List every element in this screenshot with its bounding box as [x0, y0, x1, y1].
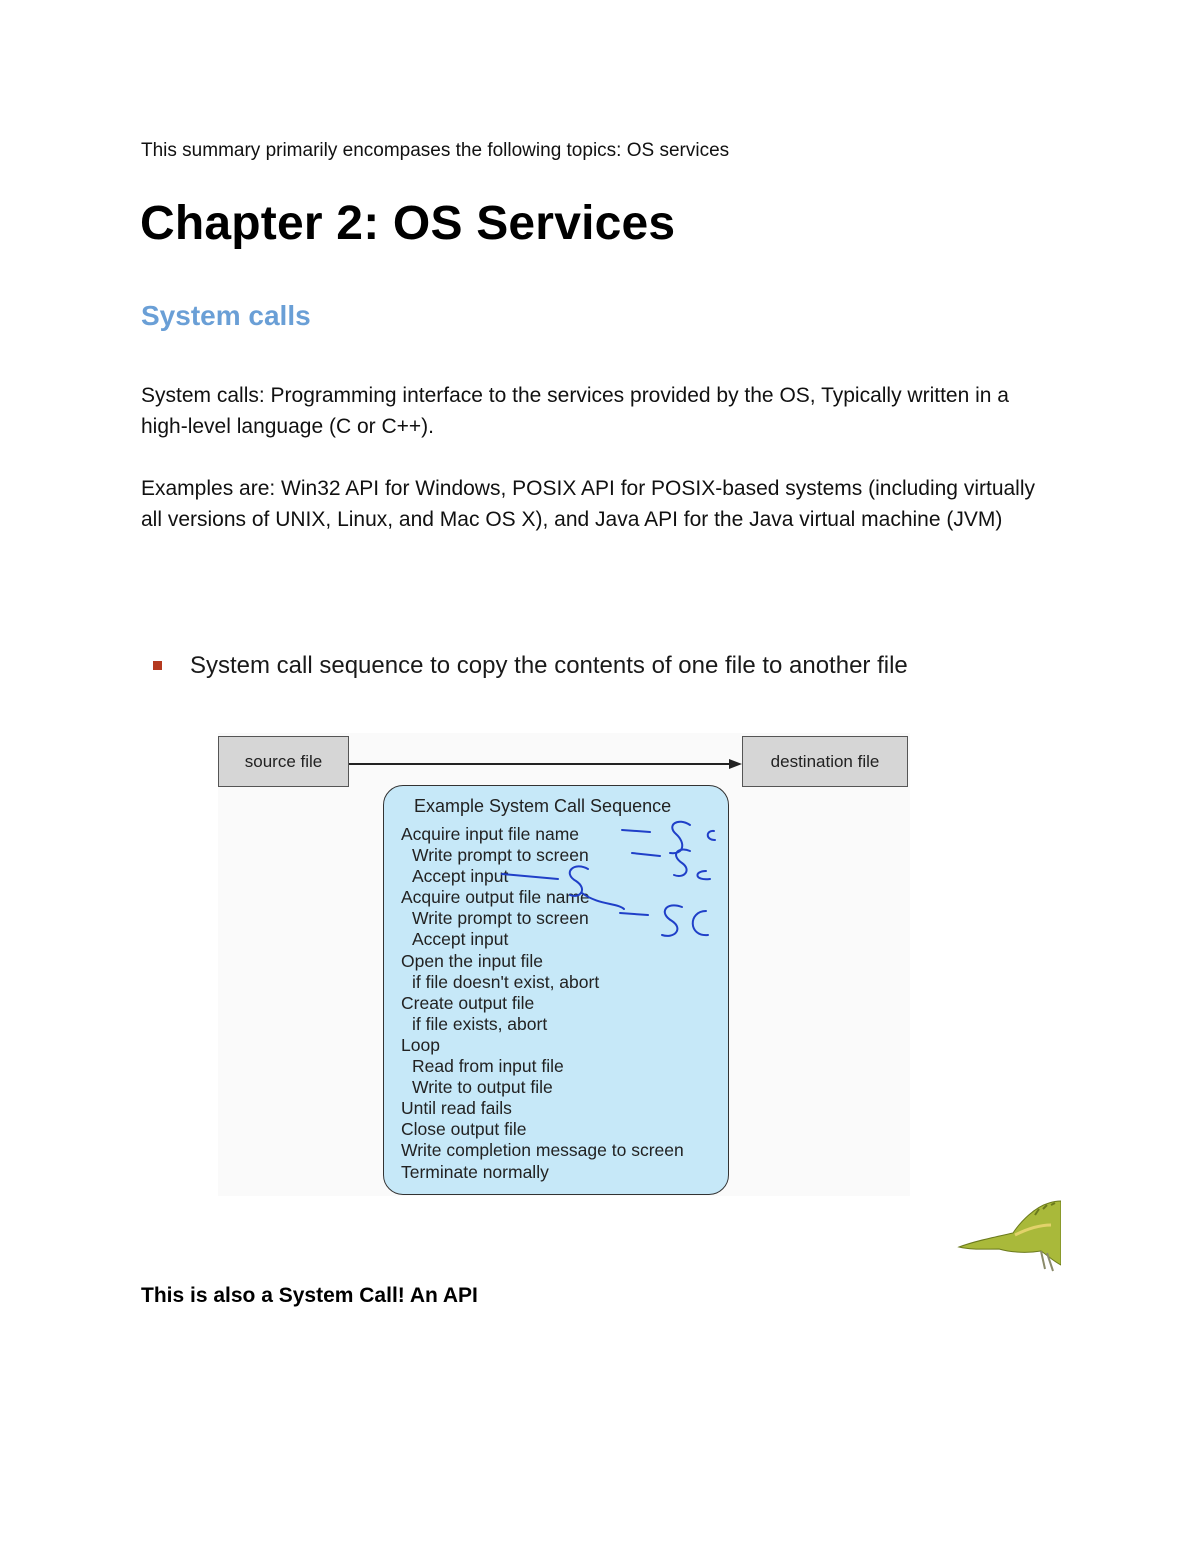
sequence-step: Close output file	[401, 1119, 527, 1140]
sequence-step: Write prompt to screen	[412, 845, 589, 866]
sequence-step: if file doesn't exist, abort	[412, 971, 600, 992]
sequence-step: Write prompt to screen	[412, 908, 589, 929]
sequence-step: Open the input file	[401, 950, 544, 971]
system-call-sequence-figure	[218, 733, 910, 1196]
sequence-step: Acquire input file name	[401, 824, 580, 844]
section-title: System calls	[141, 300, 311, 331]
dinosaur-mascot-icon	[955, 1195, 1061, 1275]
sequence-step: Accept input	[412, 866, 509, 887]
figure-heading: System call sequence to copy the contents of one file to another file	[190, 652, 908, 679]
paragraph-examples: Examples are: Win32 API for Windows, POSIX API for POSIX-based systems (including virtually all versions of UNIX, Linux, and Mac OS X), and Java API for the Java virtual machine (JVM)	[141, 477, 1036, 531]
sequence-step: Terminate normally	[401, 1161, 549, 1182]
closing-statement: This is also a System Call! An API	[141, 1284, 478, 1307]
handwritten-sc-annotations	[218, 733, 910, 1196]
sequence-step: Until read fails	[401, 1098, 512, 1119]
sequence-step: Read from input file	[412, 1056, 564, 1077]
sequence-step: Write to output file	[412, 1077, 553, 1098]
sequence-title: Example System Call Sequence	[414, 796, 672, 816]
sequence-step: Loop	[401, 1034, 440, 1055]
sequence-step: if file exists, abort	[412, 1013, 548, 1034]
destination-file-box: destination file	[742, 736, 908, 787]
sequence-step: Create output file	[401, 992, 535, 1013]
sequence-step: Acquire output file name	[401, 887, 590, 908]
chapter-title: Chapter 2: OS Services	[140, 197, 676, 250]
summary-intro: This summary primarily encompases the following topics: OS services	[141, 140, 730, 161]
sequence-step: Accept input	[412, 929, 509, 950]
bullet-square-icon	[153, 661, 162, 670]
sequence-step: Write completion message to screen	[401, 1140, 684, 1161]
paragraph-system-calls: System calls: Programming interface to the services provided by the OS, Typically written in a high-level language (C or C++).	[141, 384, 1009, 438]
source-file-box: source file	[218, 736, 349, 787]
